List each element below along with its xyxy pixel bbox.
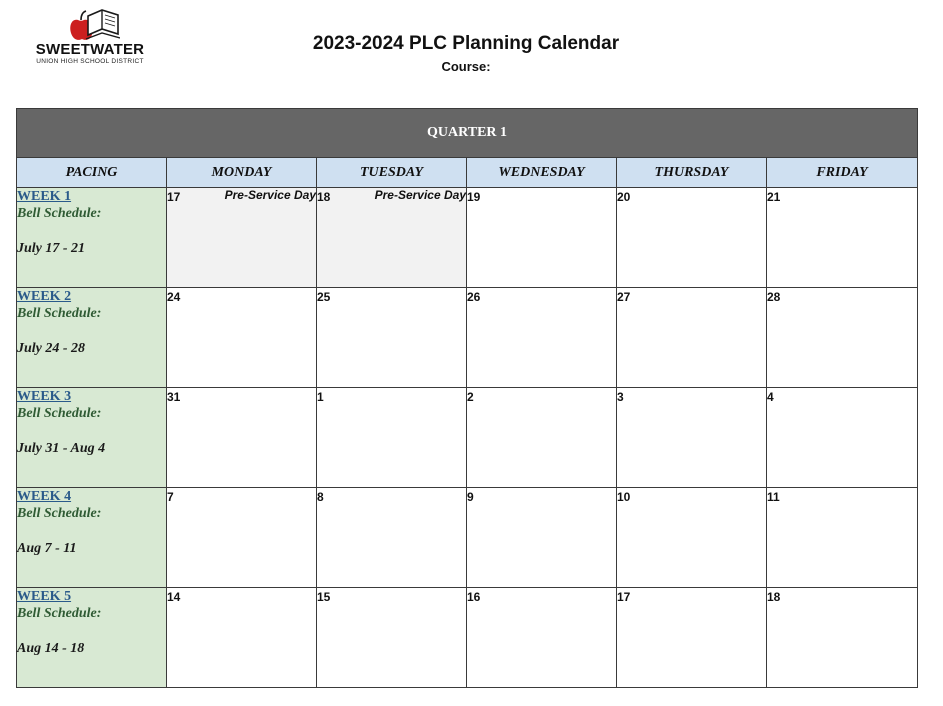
column-header-wednesday: WEDNESDAY xyxy=(467,158,617,188)
day-number: 11 xyxy=(767,490,780,504)
day-number: 20 xyxy=(617,190,631,204)
week-date-range: Aug 7 - 11 xyxy=(17,541,77,556)
day-cell[interactable] xyxy=(617,288,767,388)
day-cell[interactable] xyxy=(467,388,617,488)
day-cell[interactable] xyxy=(167,588,317,688)
pacing-cell xyxy=(17,588,167,688)
day-number: 21 xyxy=(767,190,781,204)
week-link[interactable]: WEEK 2 xyxy=(17,289,72,304)
day-number: 3 xyxy=(617,390,624,404)
day-number: 8 xyxy=(317,490,324,504)
day-note: Pre-Service Day xyxy=(374,188,466,202)
day-cell[interactable] xyxy=(167,388,317,488)
column-header-friday: FRIDAY xyxy=(767,158,918,188)
day-cell[interactable] xyxy=(617,488,767,588)
pacing-cell xyxy=(17,188,167,288)
day-number: 1 xyxy=(317,390,324,404)
day-cell[interactable] xyxy=(317,388,467,488)
day-number: 24 xyxy=(167,290,181,304)
day-cell[interactable] xyxy=(767,388,918,488)
day-cell[interactable] xyxy=(317,588,467,688)
week-date-range: Aug 14 - 18 xyxy=(17,641,85,656)
day-cell[interactable] xyxy=(767,288,918,388)
week-link[interactable]: WEEK 4 xyxy=(17,489,72,504)
day-cell[interactable] xyxy=(617,388,767,488)
bell-schedule-label: Bell Schedule: xyxy=(17,206,102,221)
page-title: 2023-2024 PLC Planning Calendar xyxy=(312,33,620,54)
week-link[interactable]: WEEK 5 xyxy=(17,589,72,604)
day-cell[interactable] xyxy=(317,288,467,388)
day-cell[interactable] xyxy=(167,288,317,388)
bell-schedule-label: Bell Schedule: xyxy=(17,506,102,521)
pacing-cell xyxy=(17,488,167,588)
day-number: 10 xyxy=(617,490,631,504)
pacing-cell xyxy=(17,388,167,488)
day-number: 17 xyxy=(167,190,181,204)
logo-wordmark: SWEETWATER xyxy=(35,41,145,58)
column-header-pacing: PACING xyxy=(17,158,167,188)
day-cell[interactable] xyxy=(167,488,317,588)
day-number: 27 xyxy=(617,290,631,304)
day-cell[interactable] xyxy=(617,188,767,288)
day-number: 26 xyxy=(467,290,481,304)
day-number: 9 xyxy=(467,490,474,504)
quarter-header: QUARTER 1 xyxy=(17,109,918,158)
day-number: 7 xyxy=(167,490,174,504)
day-number: 16 xyxy=(467,590,481,604)
bell-schedule-label: Bell Schedule: xyxy=(17,306,102,321)
day-number: 25 xyxy=(317,290,331,304)
day-number: 28 xyxy=(767,290,781,304)
day-number: 4 xyxy=(767,390,774,404)
day-number: 18 xyxy=(317,190,331,204)
day-cell[interactable] xyxy=(167,188,317,288)
week-date-range: July 24 - 28 xyxy=(17,341,86,356)
column-header-thursday: THURSDAY xyxy=(617,158,767,188)
week-row xyxy=(17,488,918,588)
course-label: Course: xyxy=(441,59,491,74)
day-cell[interactable] xyxy=(467,588,617,688)
day-cell[interactable] xyxy=(317,188,467,288)
logo-district: UNION HIGH SCHOOL DISTRICT xyxy=(36,58,144,65)
column-header-tuesday: TUESDAY xyxy=(317,158,467,188)
day-cell[interactable] xyxy=(317,488,467,588)
bell-schedule-label: Bell Schedule: xyxy=(17,606,102,621)
day-number: 17 xyxy=(617,590,631,604)
day-cell[interactable] xyxy=(467,188,617,288)
day-cell[interactable] xyxy=(767,588,918,688)
day-number: 19 xyxy=(467,190,481,204)
day-cell[interactable] xyxy=(467,488,617,588)
day-number: 15 xyxy=(317,590,331,604)
day-cell[interactable] xyxy=(767,188,918,288)
bell-schedule-label: Bell Schedule: xyxy=(17,406,102,421)
day-cell[interactable] xyxy=(467,288,617,388)
day-number: 2 xyxy=(467,390,474,404)
week-row xyxy=(17,388,918,488)
week-link[interactable]: WEEK 3 xyxy=(17,389,72,404)
week-link[interactable]: WEEK 1 xyxy=(17,189,72,204)
week-date-range: July 17 - 21 xyxy=(17,241,86,256)
column-header-monday: MONDAY xyxy=(167,158,317,188)
day-note: Pre-Service Day xyxy=(224,188,316,202)
planning-calendar xyxy=(16,108,918,688)
pacing-cell xyxy=(17,288,167,388)
week-row xyxy=(17,588,918,688)
day-number: 31 xyxy=(167,390,181,404)
week-row xyxy=(17,288,918,388)
week-date-range: July 31 - Aug 4 xyxy=(17,441,106,456)
day-number: 14 xyxy=(167,590,181,604)
day-cell[interactable] xyxy=(617,588,767,688)
day-cell[interactable] xyxy=(767,488,918,588)
week-row xyxy=(17,188,918,288)
day-number: 18 xyxy=(767,590,781,604)
